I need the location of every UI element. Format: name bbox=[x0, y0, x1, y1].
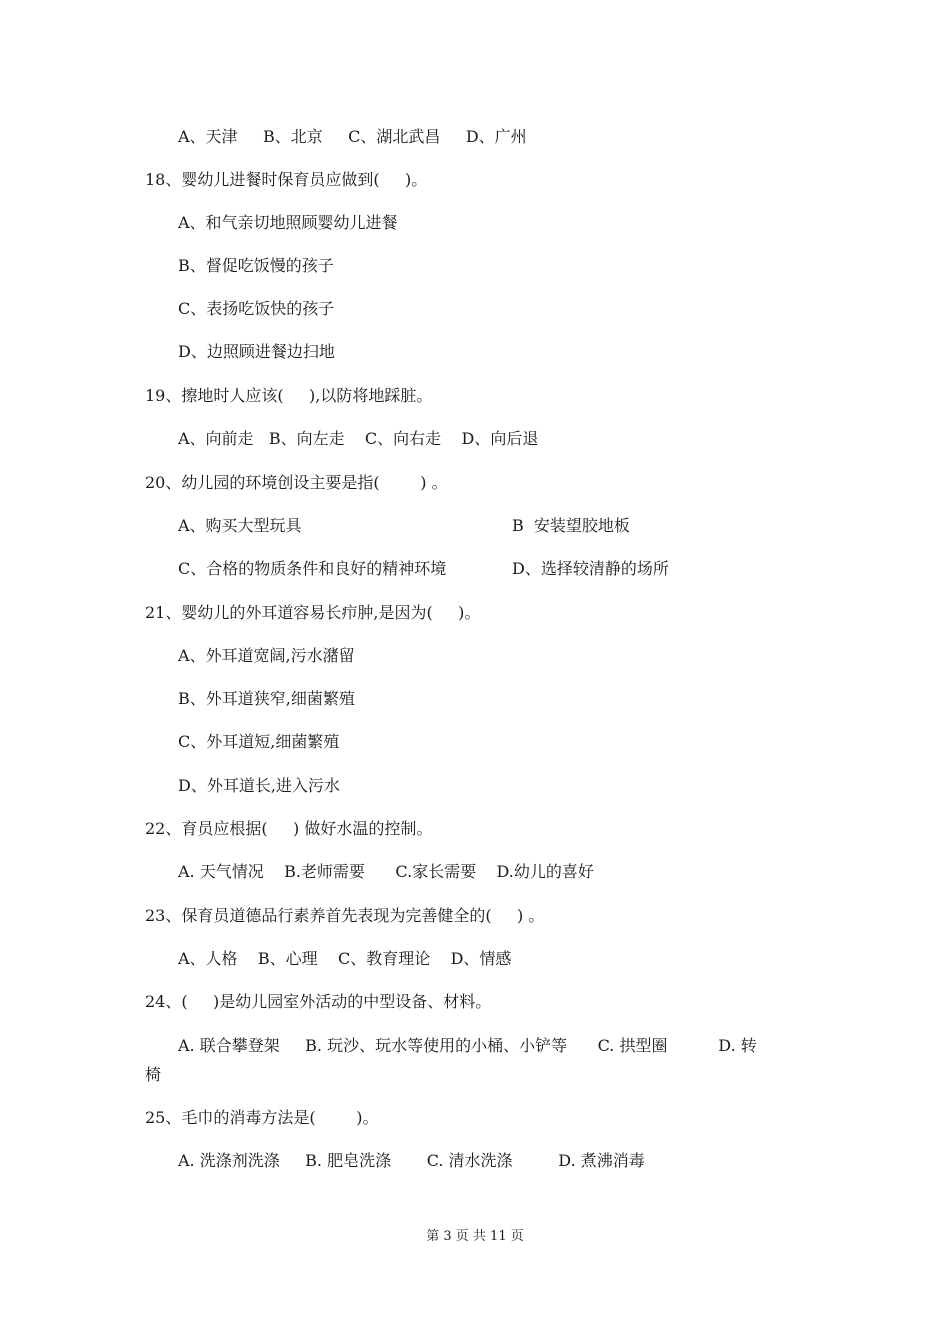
q20-option-d: D、选择较清静的场所 bbox=[512, 559, 669, 578]
q20-option-b: B 安装望胶地板 bbox=[512, 516, 630, 535]
page-footer: 第 3 页 共 11 页 bbox=[426, 1229, 524, 1244]
q20-option-c: C、合格的物质条件和良好的精神环境 bbox=[178, 559, 447, 578]
question-23: 23、保育员道德品行素养首先表现为完善健全的( ) 。 bbox=[145, 906, 545, 925]
q22-options: A. 天气情况 B.老师需要 C.家长需要 D.幼儿的喜好 bbox=[178, 862, 594, 881]
question-22: 22、育员应根据( ) 做好水温的控制。 bbox=[145, 819, 433, 838]
question-19: 19、擦地时人应该( ),以防将地踩脏。 bbox=[145, 386, 433, 405]
q21-option-c: C、外耳道短,细菌繁殖 bbox=[178, 732, 340, 751]
q18-option-c: C、表扬吃饭快的孩子 bbox=[178, 299, 335, 318]
q24-options: A. 联合攀登架 B. 玩沙、玩水等使用的小桶、小铲等 C. 拱型圈 D. 转 bbox=[178, 1036, 757, 1055]
question-18: 18、婴幼儿进餐时保育员应做到( )。 bbox=[145, 170, 428, 189]
q23-options: A、人格 B、心理 C、教育理论 D、情感 bbox=[178, 949, 512, 968]
q24-options-continued: 椅 bbox=[145, 1065, 162, 1084]
question-25: 25、毛巾的消毒方法是( )。 bbox=[145, 1108, 379, 1127]
q25-options: A. 洗涤剂洗涤 B. 肥皂洗涤 C. 清水洗涤 D. 煮沸消毒 bbox=[178, 1151, 645, 1170]
q21-option-d: D、外耳道长,进入污水 bbox=[178, 776, 340, 795]
q18-option-b: B、督促吃饭慢的孩子 bbox=[178, 256, 334, 275]
q21-option-a: A、外耳道宽阔,污水潴留 bbox=[178, 646, 355, 665]
q17-options: A、天津 B、北京 C、湖北武昌 D、广州 bbox=[178, 127, 527, 146]
q21-option-b: B、外耳道狭窄,细菌繁殖 bbox=[178, 689, 355, 708]
question-21: 21、婴幼儿的外耳道容易长疖肿,是因为( )。 bbox=[145, 603, 481, 622]
question-20: 20、幼儿园的环境创设主要是指( ) 。 bbox=[145, 473, 448, 492]
q18-option-a: A、和气亲切地照顾婴幼儿进餐 bbox=[178, 213, 398, 232]
q19-options: A、向前走 B、向左走 C、向右走 D、向后退 bbox=[178, 429, 539, 448]
q20-option-a: A、购买大型玩具 bbox=[178, 516, 302, 535]
question-24: 24、( )是幼儿园室外活动的中型设备、材料。 bbox=[145, 992, 492, 1011]
q18-option-d: D、边照顾进餐边扫地 bbox=[178, 342, 335, 361]
